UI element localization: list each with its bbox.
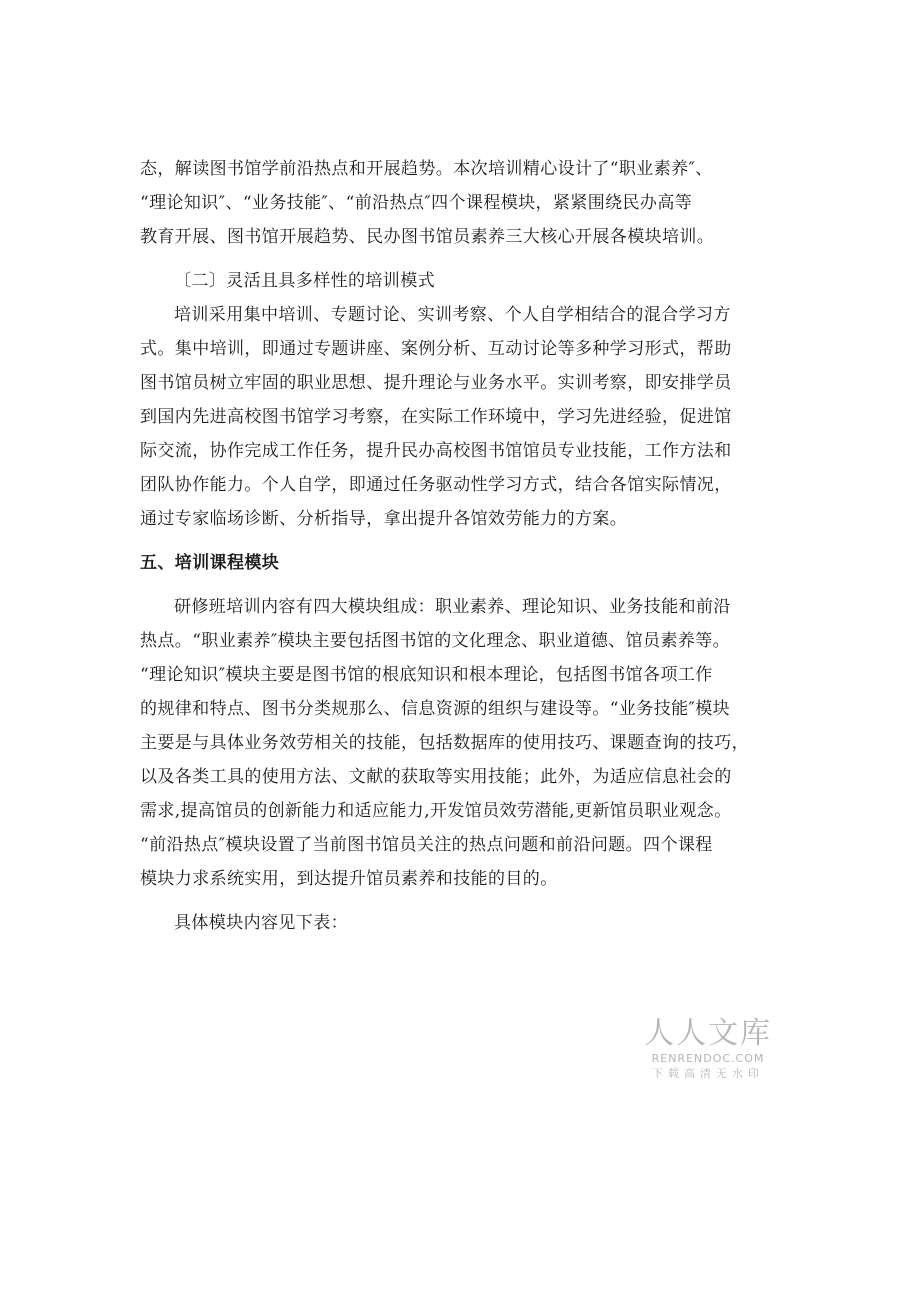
paragraph-line: 研修班培训内容有四大模块组成：职业素养、理论知识、业务技能和前沿 [174,597,731,617]
paragraph-1 [140,152,780,254]
paragraph-line: 热点。“职业素养″模块主要包括图书馆的文化理念、职业道德、馆员素养等。 [140,631,731,651]
paragraph-line: 到国内先进高校图书馆学习考察，在实际工作环境中，学习先进经验，促进馆 [140,407,732,427]
paragraph-line: 态，解读图书馆学前沿热点和开展趋势。本次培训精心设计了“职业素养″、 [140,159,713,179]
paragraph-line: 以及各类工具的使用方法、文献的获取等实用技能；此外，为适应信息社会的 [140,767,732,787]
paragraph-line: 际交流，协作完成工作任务，提升民办高校图书馆馆员专业技能，工作方法和 [140,441,732,461]
paragraph-line: “理论知识″、“业务技能″、“前沿热点″四个课程模块，紧紧围绕民办高等 [140,193,693,213]
paragraph-line: 图书馆员树立牢固的职业思想、提升理论与业务水平。实训考察，即安排学员 [140,373,732,393]
paragraph-4: 具体模块内容见下表： [174,913,348,933]
paragraph-line: 式。集中培训，即通过专题讲座、案例分析、互动讨论等多种学习形式，帮助 [140,339,732,359]
watermark-title: 人人文库 [644,1016,772,1051]
paragraph-line: 模块力求系统实用，到达提升馆员素养和技能的目的。 [140,869,558,889]
watermark [640,1016,776,1082]
paragraph-line: 团队协作能力。个人自学，即通过任务驱动性学习方式，结合各馆实际情况， [140,475,732,495]
paragraph-line: 需求,提高馆员的创新能力和适应能力,开发馆员效劳潜能,更新馆员职业观念。 [140,801,732,821]
watermark-url: RENRENDOC.COM [651,1052,765,1065]
paragraph-3 [140,590,780,896]
paragraph-line: “前沿热点″模块设置了当前图书馆员关注的热点问题和前沿问题。四个课程 [140,835,713,855]
subheading: 〔二〕灵活且具多样性的培训模式 [174,271,435,291]
paragraph-line: 主要是与具体业务效劳相关的技能，包括数据库的使用技巧、课题查询的技巧， [140,733,749,753]
section-heading: 五、培训课程模块 [140,553,280,573]
paragraph-line: 教育开展、图书馆开展趋势、民办图书馆员素养三大核心开展各模块培训。 [140,227,715,247]
paragraph-2 [140,298,780,536]
document-body [140,152,780,940]
watermark-subtitle: 下载高清无水印 [652,1067,764,1080]
paragraph-line: 的规律和特点、图书分类规那么、信息资源的组织与建设等。“业务技能″模块 [140,699,731,719]
paragraph-line: “理论知识″模块主要是图书馆的根底知识和根本理论，包括图书馆各项工作 [140,665,713,685]
paragraph-line: 通过专家临场诊断、分析指导，拿出提升各馆效劳能力的方案。 [140,509,628,529]
paragraph-line: 培训采用集中培训、专题讨论、实训考察、个人自学相结合的混合学习方 [174,305,731,325]
